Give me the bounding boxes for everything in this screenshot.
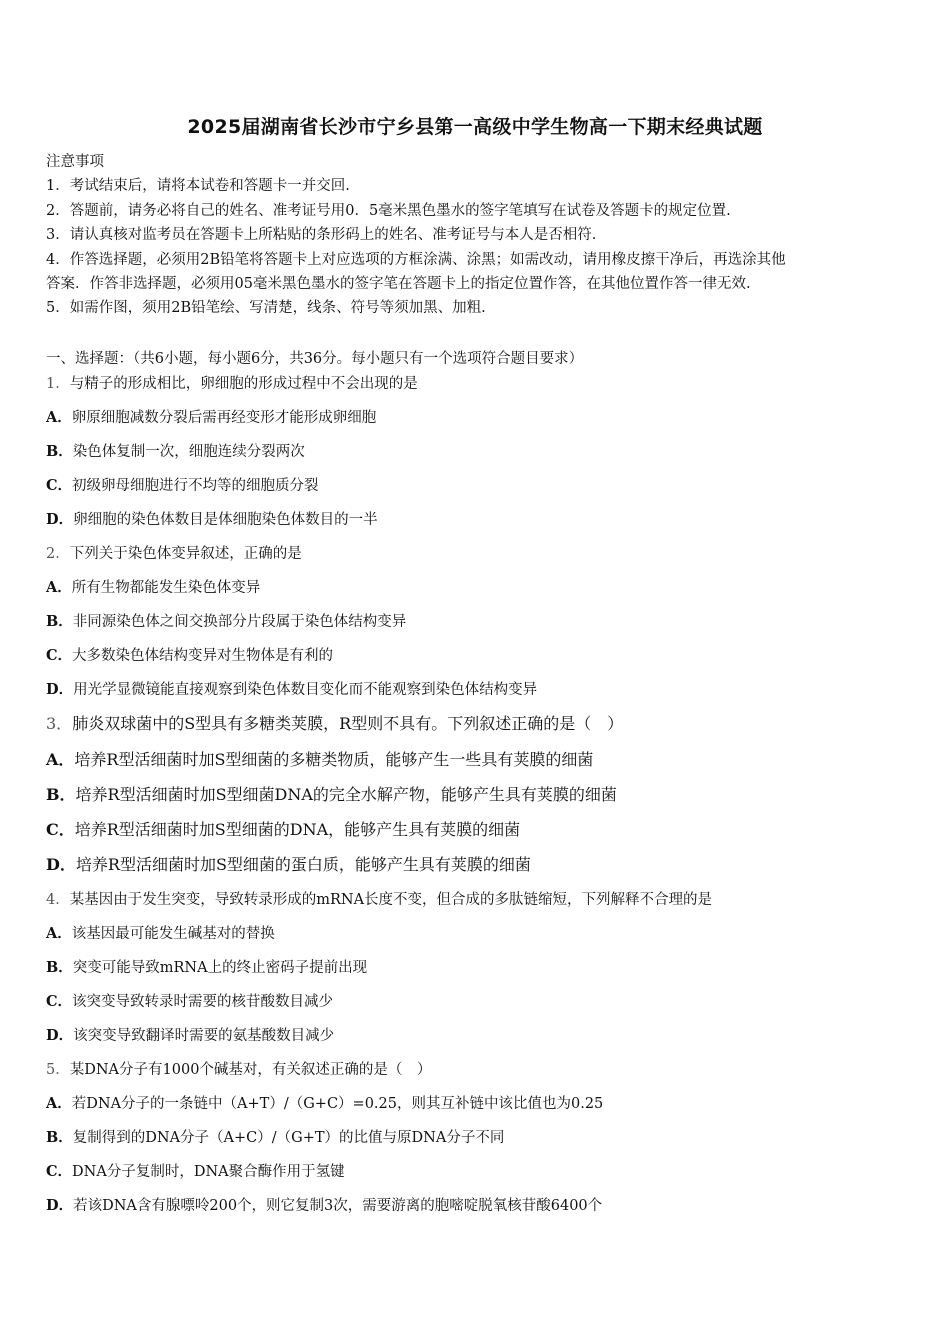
option-letter: D． (46, 511, 74, 528)
option-text: 染色体复制一次，细胞连续分裂两次 (72, 444, 305, 460)
option-text: 该基因最可能发生碱基对的替换 (71, 926, 275, 942)
question-text: 某DNA分子有1000个碱基对，有关叙述正确的是（ ） (69, 1062, 432, 1078)
option-letter: A． (46, 1095, 72, 1112)
q1-option-c (46, 476, 916, 496)
option-text: 大多数染色体结构变异对生物体是有利的 (72, 648, 334, 664)
q1-option-b (46, 442, 916, 462)
q2-option-d (46, 680, 916, 700)
question-5 (46, 1060, 916, 1080)
question-number: 5． (46, 1062, 70, 1078)
notice-line: 5．如需作图，须用2B铅笔绘、写清楚，线条、符号等须加黑、加粗. (46, 300, 486, 317)
option-text: 所有生物都能发生染色体变异 (71, 580, 261, 596)
question-number: 4． (46, 892, 70, 908)
option-text: 非同源染色体之间交换部分片段属于染色体结构变异 (72, 614, 407, 630)
q2-option-c (46, 646, 916, 666)
option-letter: B． (46, 1129, 73, 1146)
option-text: 该突变导致转录时需要的核苷酸数目减少 (72, 994, 334, 1010)
q4-option-b (46, 958, 916, 978)
question-4 (46, 890, 916, 910)
option-text: 卵细胞的染色体数目是体细胞染色体数目的一半 (73, 512, 378, 528)
q4-option-a (46, 924, 916, 944)
q1-option-a (46, 408, 916, 428)
question-1 (46, 374, 916, 394)
notice-line: 1．考试结束后，请将本试卷和答题卡一并交回. (46, 178, 350, 195)
option-text: 培养R型活细菌时加S型细菌DNA的完全水解产物，能够产生具有荚膜的细菌 (75, 785, 617, 804)
notice-heading: 注意事项 (46, 154, 104, 170)
q2-option-b (46, 612, 916, 632)
option-text: 若DNA分子的一条链中（A+T）/（G+C）=0.25，则其互补链中该比值也为0.25 (71, 1096, 604, 1112)
option-text: 培养R型活细菌时加S型细菌的蛋白质，能够产生具有荚膜的细菌 (75, 855, 531, 874)
option-letter: C． (46, 1163, 73, 1180)
q5-option-c (46, 1162, 916, 1182)
q3-option-b (46, 785, 916, 805)
q3-option-d (46, 855, 916, 875)
q5-option-d (46, 1196, 916, 1216)
option-letter: A． (46, 925, 72, 942)
q1-option-d (46, 510, 916, 530)
option-letter: D． (46, 1027, 74, 1044)
option-letter: A． (46, 750, 75, 769)
question-3 (46, 714, 916, 734)
notice-line: 答案．作答非选择题，必须用05毫米黑色墨水的签字笔在答题卡上的指定位置作答，在其他位置作答一律无效. (46, 276, 751, 293)
q3-option-a (46, 750, 916, 770)
question-text: 某基因由于发生突变，导致转录形成的mRNA长度不变，但合成的多肽链缩短，下列解释不合理的是 (69, 892, 713, 908)
question-text: 肺炎双球菌中的S型具有多糖类荚膜，R型则不具有。下列叙述正确的是（ ） (72, 714, 624, 733)
question-text: 与精子的形成相比，卵细胞的形成过程中不会出现的是 (69, 376, 418, 392)
option-letter: D． (46, 1197, 74, 1214)
option-letter: B． (46, 959, 73, 976)
option-text: 突变可能导致mRNA上的终止密码子提前出现 (72, 960, 368, 976)
notice-line: 2．答题前，请务必将自己的姓名、准考证号用0．5毫米黑色墨水的签字笔填写在试卷及答题卡的规定位置. (46, 202, 731, 219)
question-2 (46, 544, 916, 564)
option-text: 培养R型活细菌时加S型细菌的DNA，能够产生具有荚膜的细菌 (74, 820, 521, 839)
option-letter: C． (46, 647, 73, 664)
option-letter: D． (46, 855, 76, 874)
question-number: 2． (46, 546, 70, 562)
question-text: 下列关于染色体变异叙述，正确的是 (69, 546, 302, 562)
section-heading: 一、选择题：（共6小题，每小题6分，共36分。每小题只有一个选项符合题目要求） (46, 351, 584, 367)
option-text: 若该DNA含有腺嘌呤200个，则它复制3次，需要游离的胞嘧啶脱氧核苷酸6400个 (73, 1198, 603, 1214)
notice-block (46, 150, 906, 321)
option-letter: B． (46, 613, 73, 630)
question-number: 3． (46, 714, 73, 733)
option-letter: B． (46, 443, 73, 460)
notice-line: 4．作答选择题，必须用2B铅笔将答题卡上对应选项的方框涂满、涂黑；如需改动，请用橡皮擦干净后，再选涂其他 (46, 251, 786, 268)
option-letter: C． (46, 820, 75, 839)
q3-option-c (46, 820, 916, 840)
q5-option-a (46, 1094, 916, 1114)
option-letter: A． (46, 409, 72, 426)
option-text: 该突变导致翻译时需要的氨基酸数目减少 (73, 1028, 335, 1044)
option-text: 用光学显微镜能直接观察到染色体数目变化而不能观察到染色体结构变异 (73, 682, 538, 698)
q4-option-c (46, 992, 916, 1012)
question-number: 1． (46, 376, 70, 392)
option-text: 培养R型活细菌时加S型细菌的多糖类物质，能够产生一些具有荚膜的细菌 (74, 750, 594, 769)
option-letter: C． (46, 477, 73, 494)
option-letter: D． (46, 681, 74, 698)
q4-option-d (46, 1026, 916, 1046)
option-letter: A． (46, 579, 72, 596)
option-text: 卵原细胞减数分裂后需再经变形才能形成卵细胞 (71, 410, 377, 426)
option-letter: B． (46, 785, 76, 804)
option-text: 初级卵母细胞进行不均等的细胞质分裂 (72, 478, 319, 494)
notice-line: 3．请认真核对监考员在答题卡上所粘贴的条形码上的姓名、准考证号与本人是否相符. (46, 227, 597, 244)
option-letter: C． (46, 993, 73, 1010)
option-text: DNA分子复制时，DNA聚合酶作用于氢键 (72, 1164, 345, 1180)
option-text: 复制得到的DNA分子（A+C）/（G+T）的比值与原DNA分子不同 (72, 1130, 505, 1146)
q5-option-b (46, 1128, 916, 1148)
q2-option-a (46, 578, 916, 598)
page-title: 2025届湖南省长沙市宁乡县第一高级中学生物高一下期末经典试题 (187, 116, 763, 138)
